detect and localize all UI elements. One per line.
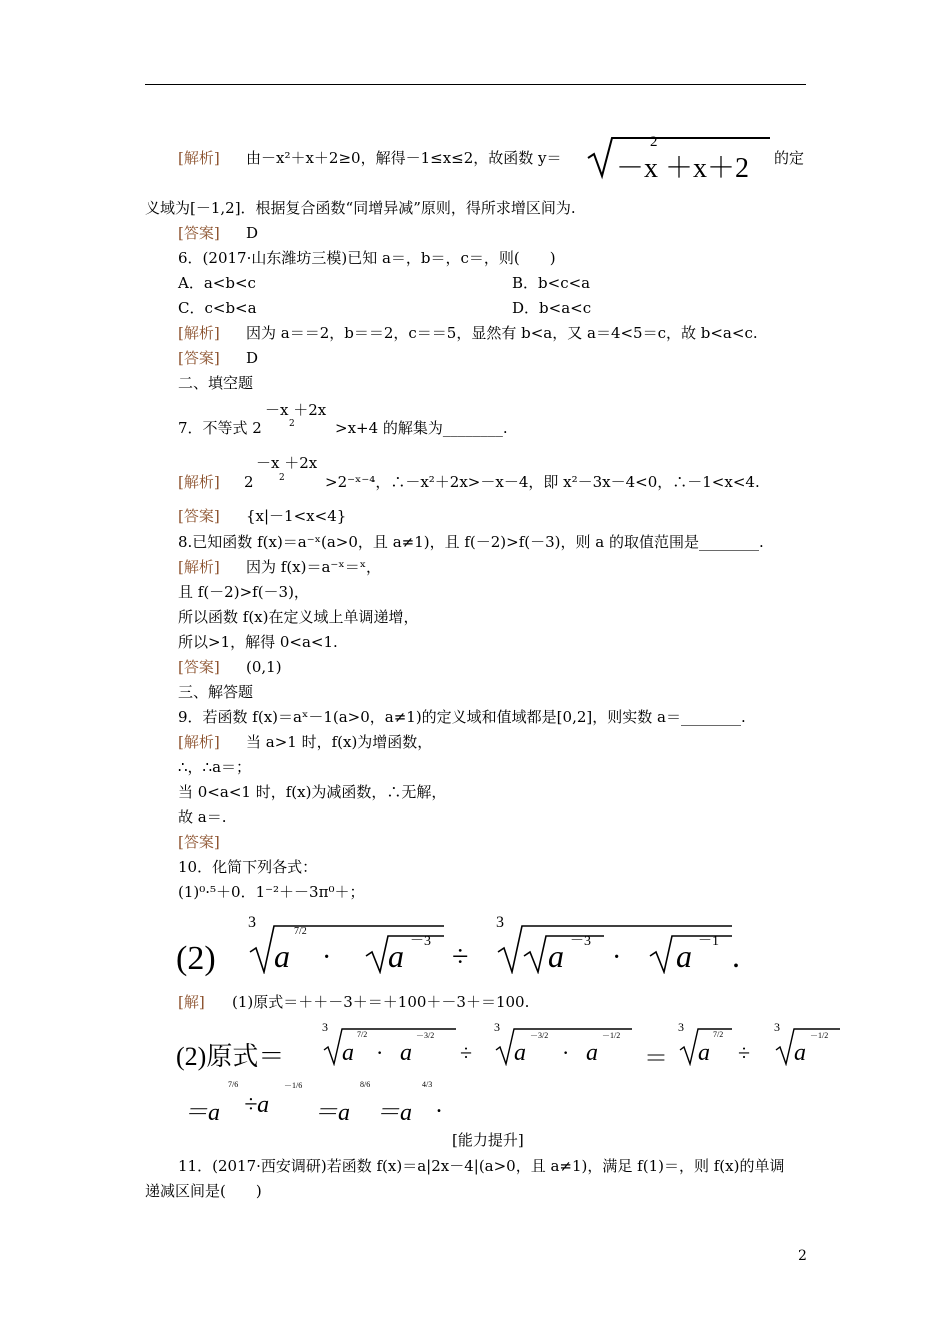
exponent: 7/2: [713, 1030, 724, 1039]
root-index: 3: [496, 914, 504, 931]
question-7: 7．不等式 2: [178, 419, 262, 437]
sqrt-superscript: 2: [650, 134, 658, 150]
exponent-sup: 2: [289, 419, 295, 429]
root-index: 3: [322, 1020, 328, 1034]
question-7-rest: >x+4 的解集为________.: [335, 419, 508, 437]
exponent: 7/2: [294, 926, 307, 937]
exponent: －1/6: [284, 1081, 303, 1090]
variable-a: a: [514, 1040, 526, 1066]
text-line: 因为 f(x)＝a⁻ˣ＝ˣ，: [246, 558, 382, 576]
exponent: －3: [410, 934, 431, 949]
divide-operator: ÷: [460, 1040, 473, 1065]
text-line: (1)⁰·⁵＋0．1⁻²＋－3π⁰＋；: [178, 883, 365, 901]
analysis-tag: [解析]: [178, 149, 220, 167]
text-line: 且 f(－2)>f(－3)，: [178, 583, 309, 601]
exponent: 4/3: [422, 1080, 433, 1089]
text-line: 递减区间是( ): [145, 1182, 262, 1200]
solution-tag: [解]: [178, 993, 205, 1011]
text-line: 的定: [774, 149, 805, 167]
text-line: ∴，∴a＝；: [178, 758, 252, 776]
option-a: A．a<b<c: [178, 274, 256, 292]
variable-a: a: [698, 1040, 710, 1066]
divide-operator: ÷: [738, 1040, 751, 1065]
page-number: 2: [798, 1248, 807, 1264]
variable-a: a: [388, 938, 404, 974]
variable-a: a: [400, 1040, 412, 1066]
option-d: D．b<a<c: [512, 299, 592, 317]
analysis-tag: [解析]: [178, 733, 220, 751]
question-10: 10．化简下列各式：: [178, 858, 318, 876]
period: .: [436, 1092, 442, 1118]
divide-operator: ÷: [452, 940, 469, 973]
answer-tag: [答案]: [178, 658, 220, 676]
option-c: C．c<b<a: [178, 299, 257, 317]
exponent: －1: [698, 934, 719, 949]
root-index: 3: [774, 1020, 780, 1034]
answer-tag: [答案]: [178, 349, 220, 367]
answer-tag: [答案]: [178, 507, 220, 525]
text-line: 所以>1，解得 0<a<1.: [178, 633, 338, 651]
answer-tag: [答案]: [178, 224, 220, 242]
divide-a: ÷a: [244, 1092, 270, 1118]
text-line: 当 0<a<1 时，f(x)为减函数，∴无解，: [178, 783, 447, 801]
cube-root: [774, 1026, 842, 1066]
root-index: 3: [678, 1020, 684, 1034]
variable-a: a: [794, 1040, 806, 1066]
analysis-tag: [解析]: [178, 324, 220, 342]
text-line: >2⁻ˣ⁻⁴，∴－x²＋2x>－x－4，即 x²－3x－4<0，∴－1<x<4.: [325, 473, 760, 491]
equals-a: ＝a: [184, 1100, 220, 1126]
section-heading: 三、解答题: [178, 683, 254, 701]
text-line: 因为 a＝＝2，b＝＝2，c＝＝5，显然有 b<a，又 a＝4<5＝c，故 b<a<c.: [246, 324, 758, 342]
section-heading: [能力提升]: [452, 1131, 524, 1149]
section-heading: 二、填空题: [178, 374, 254, 392]
answer-text: D: [246, 224, 259, 242]
dot-operator: ·: [376, 1040, 384, 1065]
answer-text: D: [246, 349, 259, 367]
equals-a: ＝a: [314, 1100, 350, 1126]
text-line: 义域为[－1,2]．根据复合函数“同增异减”原则，得所求增区间为.: [145, 199, 576, 217]
exponent-expression: －x ＋2x: [265, 401, 327, 419]
answer-text: {x|－1<x<4}: [246, 507, 347, 525]
formula-label: (2): [176, 940, 216, 977]
exponent-expression: －x ＋2x: [256, 454, 318, 472]
equals-operator: ＝: [644, 1046, 668, 1072]
variable-a: a: [342, 1040, 354, 1066]
variable-a: a: [274, 938, 290, 974]
question-6: 6．(2017·山东潍坊三模)已知 a＝，b＝，c＝，则( ): [178, 249, 556, 267]
exponent: －1/2: [810, 1031, 829, 1040]
answer-text: (0,1): [246, 658, 282, 676]
answer-tag: [答案]: [178, 833, 220, 851]
exponent: 7/6: [228, 1080, 239, 1089]
dot-operator: ·: [562, 1040, 570, 1065]
variable-a: a: [676, 938, 692, 974]
variable-a: a: [586, 1040, 598, 1066]
text-line: 2: [244, 473, 254, 491]
exponent: －3/2: [530, 1031, 549, 1040]
text-line: 故 a＝.: [178, 808, 227, 826]
question-8: 8.已知函数 f(x)＝a⁻ˣ(a>0，且 a≠1)，且 f(－2)>f(－3)，则 a 的取值范围是________.: [178, 533, 764, 551]
question-9: 9．若函数 f(x)＝aˣ－1(a>0，a≠1)的定义域和值域都是[0,2]，则实数 a＝________.: [178, 708, 746, 726]
exponent: －3/2: [416, 1031, 435, 1040]
root-index: 3: [494, 1020, 500, 1034]
question-11: 11．(2017·西安调研)若函数 f(x)＝a|2x－4|(a>0，且 a≠1)，满足 f(1)＝，则 f(x)的单调: [178, 1157, 785, 1175]
text-line: 由－x²＋x＋2≥0，解得－1≤x≤2，故函数 y＝: [246, 149, 562, 167]
root-index: 3: [248, 914, 256, 931]
header-rule: [145, 84, 806, 85]
exponent: －3: [570, 934, 591, 949]
solution-label: (2)原式＝: [176, 1042, 285, 1071]
text-line: (1)原式＝＋＋－3＋＝＋100＋－3＋＝100.: [232, 993, 530, 1011]
analysis-tag: [解析]: [178, 473, 220, 491]
exponent: 7/2: [357, 1030, 368, 1039]
option-b: B．b<c<a: [512, 274, 591, 292]
variable-a: a: [548, 938, 564, 974]
dot-operator: ·: [612, 942, 622, 973]
period: .: [732, 938, 740, 974]
dot-operator: ·: [322, 942, 332, 973]
exponent: 8/6: [360, 1080, 371, 1089]
exponent-sup: 2: [279, 473, 285, 483]
equals-a: ＝a: [376, 1100, 412, 1126]
exponent: －1/2: [602, 1031, 621, 1040]
text-line: 所以函数 f(x)在定义域上单调递增，: [178, 608, 419, 626]
analysis-tag: [解析]: [178, 558, 220, 576]
text-line: 当 a>1 时，f(x)为增函数，: [246, 733, 433, 751]
sqrt-expression: －x ＋x＋2: [616, 153, 750, 184]
